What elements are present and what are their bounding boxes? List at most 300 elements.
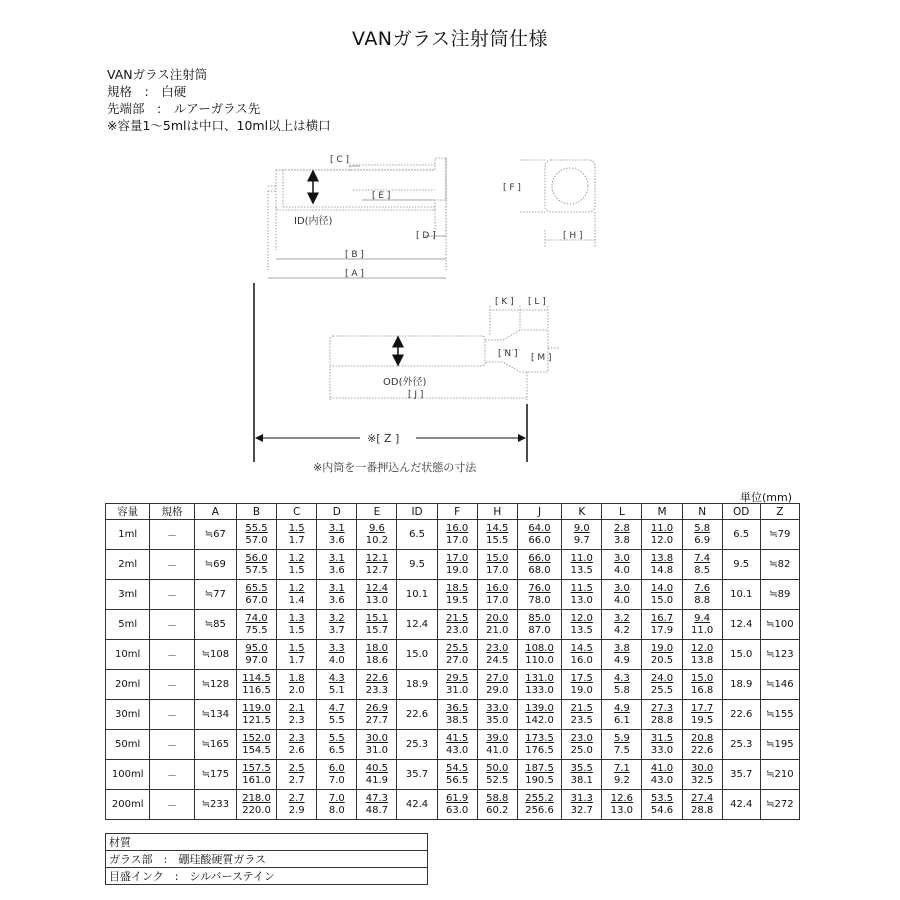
spec-standard: 規格 : 白硬 xyxy=(107,84,187,99)
range-max: 13.0 xyxy=(365,594,389,606)
table-row xyxy=(106,580,800,610)
tolerance-range xyxy=(571,553,593,577)
table-cell: 15.0 xyxy=(397,640,437,670)
range-max: 3.6 xyxy=(328,534,345,546)
tolerance-range xyxy=(574,523,590,547)
tolerance-range xyxy=(571,793,593,817)
range-max: 68.0 xyxy=(528,564,551,576)
range-min: 41.0 xyxy=(650,762,674,774)
tolerance-range xyxy=(651,523,673,547)
range-min: 11.5 xyxy=(570,582,593,594)
range-max: 176.5 xyxy=(525,744,554,756)
range-min: 7.4 xyxy=(694,552,711,564)
tolerance-range xyxy=(528,523,550,547)
table-cell: 20ml xyxy=(106,670,150,700)
range-max: 14.8 xyxy=(650,564,674,576)
material-table xyxy=(105,833,428,885)
range-max: 12.7 xyxy=(365,564,389,576)
table-cell xyxy=(682,790,722,820)
table-cell xyxy=(437,580,477,610)
table-cell: ≒79 xyxy=(760,520,799,550)
range-min: 3.2 xyxy=(613,612,630,624)
table-cell: 9.5 xyxy=(397,550,437,580)
range-max: 7.5 xyxy=(613,744,630,756)
label-z: ※[ Z ] xyxy=(367,432,400,445)
range-min: 95.0 xyxy=(245,642,268,654)
table-cell xyxy=(477,790,517,820)
tolerance-range xyxy=(525,643,554,667)
table-cell xyxy=(236,670,276,700)
table-cell xyxy=(236,730,276,760)
range-max: 60.2 xyxy=(486,804,509,816)
range-min: 11.0 xyxy=(570,552,593,564)
tolerance-range xyxy=(366,553,388,577)
range-max: 9.2 xyxy=(613,774,630,786)
table-cell: 18.9 xyxy=(397,670,437,700)
range-max: 4.0 xyxy=(613,594,630,606)
table-cell: 3ml xyxy=(106,580,150,610)
table-cell xyxy=(317,700,357,730)
label-c: [ C ] xyxy=(330,155,350,165)
range-max: 29.0 xyxy=(486,684,509,696)
range-max: 1.5 xyxy=(288,624,305,636)
table-cell xyxy=(477,520,517,550)
unit-label: 単位(mm) xyxy=(740,491,793,504)
range-min: 173.5 xyxy=(525,732,554,744)
table-cell: － xyxy=(150,550,194,580)
tolerance-range xyxy=(691,793,713,817)
tolerance-range xyxy=(366,703,388,727)
tolerance-range xyxy=(614,613,630,637)
table-cell xyxy=(682,640,722,670)
range-max: 19.5 xyxy=(691,714,714,726)
table-cell xyxy=(682,730,722,760)
tolerance-range xyxy=(614,763,630,787)
range-min: 17.5 xyxy=(570,672,593,684)
tolerance-range xyxy=(525,793,554,817)
table-cell xyxy=(562,760,602,790)
range-min: 15.1 xyxy=(365,612,389,624)
column-header: A xyxy=(194,504,236,520)
range-max: 220.0 xyxy=(242,804,271,816)
table-cell: ≒100 xyxy=(760,610,799,640)
table-cell: 30ml xyxy=(106,700,150,730)
range-max: 21.0 xyxy=(486,624,509,636)
tolerance-range xyxy=(486,733,508,757)
table-cell xyxy=(236,580,276,610)
table-cell: 10.1 xyxy=(397,580,437,610)
table-cell: 12.4 xyxy=(722,610,760,640)
table-cell xyxy=(517,580,561,610)
table-cell xyxy=(477,760,517,790)
range-min: 19.0 xyxy=(650,642,674,654)
table-cell xyxy=(437,730,477,760)
table-cell xyxy=(602,670,642,700)
tolerance-range xyxy=(289,553,305,577)
tolerance-range xyxy=(366,673,388,697)
tolerance-range xyxy=(329,793,345,817)
range-min: 31.3 xyxy=(570,792,593,804)
range-min: 16.7 xyxy=(650,612,674,624)
range-min: 2.5 xyxy=(288,762,305,774)
range-min: 61.9 xyxy=(446,792,469,804)
tolerance-range xyxy=(366,523,388,547)
tolerance-range xyxy=(289,793,305,817)
table-cell: 50ml xyxy=(106,730,150,760)
table-cell: ≒146 xyxy=(760,670,799,700)
range-min: 9.6 xyxy=(368,522,385,534)
range-max: 1.5 xyxy=(288,564,305,576)
table-cell: 15.0 xyxy=(722,640,760,670)
tolerance-range xyxy=(289,673,305,697)
range-max: 17.0 xyxy=(486,594,509,606)
range-min: 30.0 xyxy=(691,762,714,774)
range-max: 28.8 xyxy=(650,714,674,726)
range-min: 11.0 xyxy=(650,522,674,534)
table-cell xyxy=(236,790,276,820)
range-min: 1.8 xyxy=(288,672,305,684)
range-max: 38.1 xyxy=(570,774,593,786)
table-cell: 10.1 xyxy=(722,580,760,610)
range-min: 5.8 xyxy=(694,522,711,534)
table-cell: 2ml xyxy=(106,550,150,580)
range-min: 25.5 xyxy=(446,642,469,654)
range-min: 7.0 xyxy=(328,792,345,804)
table-cell xyxy=(236,640,276,670)
table-cell: ≒67 xyxy=(194,520,236,550)
table-cell xyxy=(357,550,397,580)
tolerance-range xyxy=(329,733,345,757)
column-header: N xyxy=(682,504,722,520)
table-cell xyxy=(642,550,682,580)
table-cell: 42.4 xyxy=(722,790,760,820)
table-cell: ≒165 xyxy=(194,730,236,760)
tolerance-range xyxy=(242,703,271,727)
range-max: 13.0 xyxy=(610,804,634,816)
range-min: 56.0 xyxy=(245,552,268,564)
column-header: M xyxy=(642,504,682,520)
tolerance-range xyxy=(571,643,593,667)
table-cell xyxy=(602,640,642,670)
tolerance-range xyxy=(242,763,271,787)
range-min: 66.0 xyxy=(528,552,551,564)
range-min: 17.7 xyxy=(691,702,714,714)
range-max: 121.5 xyxy=(242,714,271,726)
column-header: 容量 xyxy=(106,504,150,520)
table-cell xyxy=(477,610,517,640)
tolerance-range xyxy=(528,613,550,637)
range-min: 5.9 xyxy=(613,732,630,744)
range-max: 3.8 xyxy=(613,534,630,546)
range-max: 57.0 xyxy=(245,534,268,546)
tolerance-range xyxy=(571,703,593,727)
range-max: 3.6 xyxy=(328,594,345,606)
range-max: 33.0 xyxy=(650,744,674,756)
range-max: 12.0 xyxy=(650,534,674,546)
table-cell xyxy=(236,520,276,550)
table-cell xyxy=(602,520,642,550)
range-max: 8.8 xyxy=(694,594,711,606)
table-cell xyxy=(477,730,517,760)
range-max: 43.0 xyxy=(650,774,674,786)
table-cell xyxy=(642,700,682,730)
table-cell: ≒69 xyxy=(194,550,236,580)
table-cell xyxy=(437,610,477,640)
table-cell xyxy=(357,520,397,550)
table-cell xyxy=(642,520,682,550)
tolerance-range xyxy=(486,703,508,727)
table-cell xyxy=(517,700,561,730)
table-cell xyxy=(477,700,517,730)
range-max: 18.6 xyxy=(365,654,389,666)
tolerance-range xyxy=(691,643,713,667)
range-max: 25.5 xyxy=(650,684,674,696)
range-max: 15.5 xyxy=(486,534,509,546)
table-cell xyxy=(517,670,561,700)
range-max: 6.5 xyxy=(328,744,345,756)
range-min: 2.3 xyxy=(288,732,305,744)
page-title: VANガラス注射筒仕様 xyxy=(352,28,548,50)
table-cell xyxy=(602,730,642,760)
tolerance-range xyxy=(446,763,468,787)
table-cell xyxy=(682,580,722,610)
table-cell: ≒89 xyxy=(760,580,799,610)
table-cell xyxy=(642,760,682,790)
range-min: 41.5 xyxy=(446,732,469,744)
table-cell xyxy=(602,760,642,790)
table-cell xyxy=(317,760,357,790)
tolerance-range xyxy=(614,553,630,577)
range-max: 110.0 xyxy=(525,654,554,666)
tolerance-range xyxy=(528,553,550,577)
table-cell xyxy=(682,760,722,790)
table-cell xyxy=(477,580,517,610)
range-min: 157.5 xyxy=(242,762,271,774)
table-row xyxy=(106,730,800,760)
table-cell xyxy=(602,610,642,640)
range-min: 15.0 xyxy=(486,552,509,564)
table-cell xyxy=(357,580,397,610)
range-max: 31.0 xyxy=(446,684,469,696)
table-cell xyxy=(437,790,477,820)
table-cell xyxy=(317,790,357,820)
column-header: L xyxy=(602,504,642,520)
range-min: 24.0 xyxy=(650,672,674,684)
tolerance-range xyxy=(446,733,468,757)
tolerance-range xyxy=(651,583,673,607)
range-max: 16.8 xyxy=(691,684,714,696)
table-cell xyxy=(517,730,561,760)
range-min: 1.2 xyxy=(288,582,305,594)
range-min: 27.4 xyxy=(691,792,714,804)
table-header-row xyxy=(106,504,800,520)
plunger-side-view xyxy=(330,306,560,400)
label-b: [ B ] xyxy=(345,250,364,260)
table-cell xyxy=(236,760,276,790)
range-min: 3.2 xyxy=(328,612,345,624)
range-max: 41.9 xyxy=(365,774,389,786)
range-max: 97.0 xyxy=(245,654,268,666)
table-cell: 6.5 xyxy=(722,520,760,550)
material-header: 材質 xyxy=(106,834,428,851)
tolerance-range xyxy=(245,523,267,547)
column-header: D xyxy=(317,504,357,520)
range-max: 54.6 xyxy=(650,804,674,816)
range-max: 43.0 xyxy=(446,744,469,756)
table-cell xyxy=(682,670,722,700)
range-max: 19.0 xyxy=(446,564,469,576)
range-min: 139.0 xyxy=(525,702,554,714)
column-header: E xyxy=(357,504,397,520)
range-min: 7.1 xyxy=(613,762,630,774)
tolerance-range xyxy=(242,733,271,757)
tolerance-range xyxy=(289,763,305,787)
range-min: 14.5 xyxy=(570,642,593,654)
table-row xyxy=(106,610,800,640)
tolerance-range xyxy=(614,643,630,667)
range-max: 2.6 xyxy=(288,744,305,756)
range-max: 27.0 xyxy=(446,654,469,666)
table-cell xyxy=(317,610,357,640)
tolerance-range xyxy=(651,643,673,667)
range-max: 9.7 xyxy=(573,534,590,546)
range-min: 39.0 xyxy=(486,732,509,744)
table-cell: ≒175 xyxy=(194,760,236,790)
range-min: 131.0 xyxy=(525,672,554,684)
tolerance-range xyxy=(651,763,673,787)
table-cell xyxy=(517,790,561,820)
range-min: 54.5 xyxy=(446,762,469,774)
range-max: 2.7 xyxy=(288,774,305,786)
range-max: 63.0 xyxy=(446,804,469,816)
table-cell: ≒195 xyxy=(760,730,799,760)
table-cell: 5ml xyxy=(106,610,150,640)
table-cell: － xyxy=(150,520,194,550)
column-header: B xyxy=(236,504,276,520)
range-min: 35.5 xyxy=(570,762,593,774)
tolerance-range xyxy=(571,733,593,757)
tolerance-range xyxy=(366,643,388,667)
table-cell xyxy=(477,550,517,580)
table-cell xyxy=(642,790,682,820)
tolerance-range xyxy=(329,643,345,667)
table-cell: 25.3 xyxy=(397,730,437,760)
table-cell xyxy=(642,730,682,760)
table-cell xyxy=(277,700,317,730)
range-max: 7.0 xyxy=(328,774,345,786)
column-header: J xyxy=(517,504,561,520)
column-header: K xyxy=(562,504,602,520)
table-cell: ≒77 xyxy=(194,580,236,610)
column-header: C xyxy=(277,504,317,520)
table-cell xyxy=(277,790,317,820)
spec-tip: 先端部 : ルアーガラス先 xyxy=(107,101,261,116)
table-cell xyxy=(357,790,397,820)
range-max: 67.0 xyxy=(245,594,268,606)
range-min: 40.5 xyxy=(365,762,389,774)
od-label: OD(外径) xyxy=(383,377,427,388)
tolerance-range xyxy=(691,703,713,727)
range-min: 4.3 xyxy=(328,672,345,684)
range-max: 16.0 xyxy=(570,654,593,666)
tolerance-range xyxy=(446,703,468,727)
table-cell xyxy=(437,700,477,730)
table-cell xyxy=(437,520,477,550)
table-cell xyxy=(236,700,276,730)
table-cell xyxy=(682,520,722,550)
range-max: 19.0 xyxy=(570,684,593,696)
range-max: 13.0 xyxy=(570,594,593,606)
tolerance-range xyxy=(694,583,710,607)
table-cell xyxy=(642,610,682,640)
range-max: 13.5 xyxy=(570,624,593,636)
range-min: 21.5 xyxy=(570,702,593,714)
range-min: 33.0 xyxy=(486,702,509,714)
range-min: 6.0 xyxy=(328,762,345,774)
table-cell: ≒134 xyxy=(194,700,236,730)
range-max: 41.0 xyxy=(486,744,509,756)
flange-front-view xyxy=(520,160,595,248)
table-cell: 10ml xyxy=(106,640,150,670)
range-max: 5.1 xyxy=(328,684,345,696)
table-cell xyxy=(277,670,317,700)
range-max: 1.7 xyxy=(288,654,305,666)
table-cell xyxy=(682,610,722,640)
tolerance-range xyxy=(691,613,713,637)
tolerance-range xyxy=(446,613,468,637)
range-max: 8.0 xyxy=(328,804,345,816)
range-min: 2.7 xyxy=(288,792,305,804)
range-max: 22.6 xyxy=(691,744,714,756)
range-max: 1.4 xyxy=(288,594,305,606)
range-min: 12.0 xyxy=(570,612,593,624)
tolerance-range xyxy=(614,583,630,607)
range-max: 2.3 xyxy=(288,714,305,726)
table-cell xyxy=(642,640,682,670)
range-min: 3.0 xyxy=(613,552,630,564)
table-row xyxy=(106,640,800,670)
tolerance-range xyxy=(329,763,345,787)
range-min: 27.0 xyxy=(486,672,509,684)
range-max: 17.0 xyxy=(486,564,509,576)
tolerance-range xyxy=(329,673,345,697)
tolerance-range xyxy=(614,523,630,547)
tolerance-range xyxy=(446,673,468,697)
column-header: F xyxy=(437,504,477,520)
table-cell: ≒128 xyxy=(194,670,236,700)
range-max: 116.5 xyxy=(242,684,271,696)
table-row xyxy=(106,670,800,700)
range-max: 23.3 xyxy=(365,684,389,696)
range-min: 12.0 xyxy=(691,642,714,654)
table-cell xyxy=(477,640,517,670)
tolerance-range xyxy=(651,613,673,637)
label-f: [ F ] xyxy=(503,183,521,193)
tolerance-range xyxy=(289,613,305,637)
table-cell: ≒210 xyxy=(760,760,799,790)
range-max: 23.5 xyxy=(570,714,593,726)
table-cell xyxy=(357,610,397,640)
range-min: 23.0 xyxy=(486,642,509,654)
table-row xyxy=(106,760,800,790)
table-cell: 35.7 xyxy=(397,760,437,790)
range-min: 3.8 xyxy=(613,642,630,654)
label-m: [ M ] xyxy=(531,353,552,363)
range-max: 48.7 xyxy=(365,804,389,816)
tolerance-range xyxy=(571,673,593,697)
tolerance-range xyxy=(486,793,508,817)
tolerance-range xyxy=(446,523,468,547)
